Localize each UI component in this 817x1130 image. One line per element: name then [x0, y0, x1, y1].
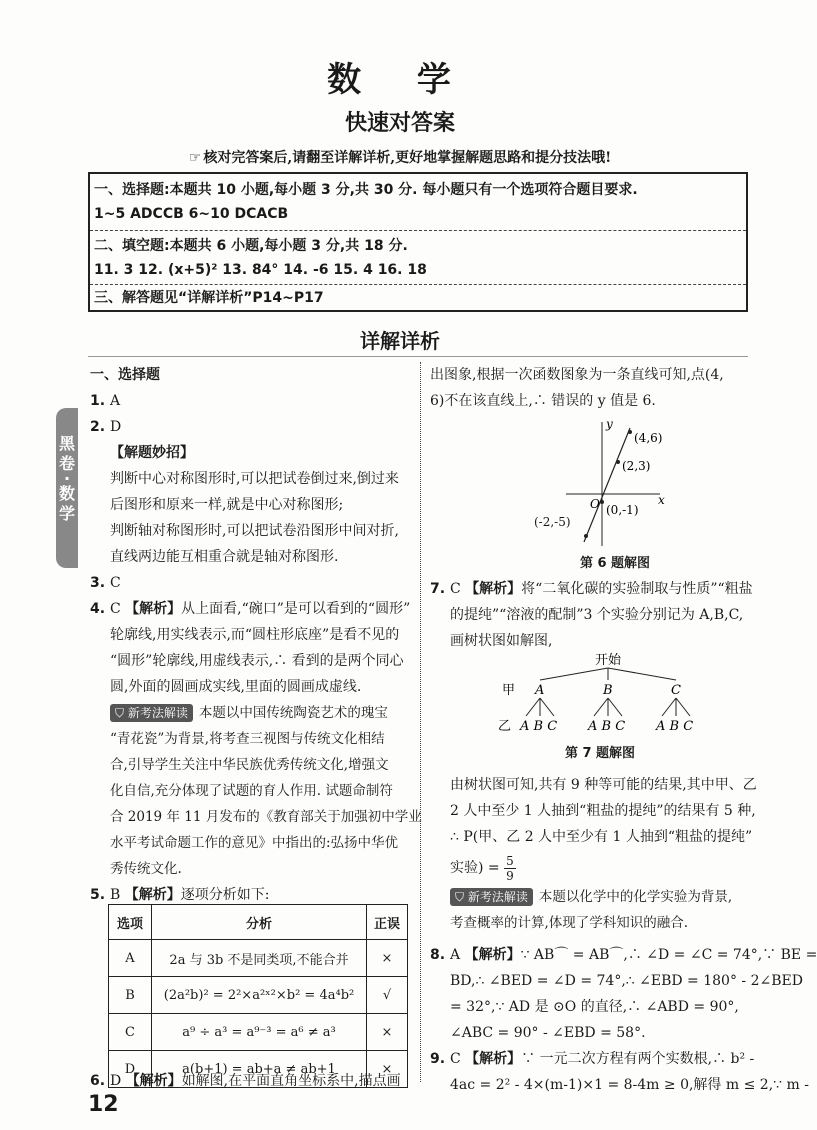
note-line: “青花瓷”为背景,将考查三视图与传统文化相结: [110, 731, 385, 747]
analysis-line: 将“二氧化碳的实验制取与性质”“粗盐: [521, 581, 753, 597]
figure-6-graph: [560, 418, 670, 548]
new-method-label: 新考法解读: [127, 706, 188, 720]
y-label: y: [606, 417, 613, 431]
tip-line: 直线两边能互相重合就是轴对称图形.: [110, 549, 339, 565]
q-number: 9.: [430, 1051, 446, 1067]
tree-level-label: 乙: [498, 719, 512, 734]
table-header: 分析: [152, 905, 367, 940]
fill-answers: 11. 3 12. (x+5)² 13. 84° 14. -6 15. 4 16. 18: [94, 262, 427, 278]
quick-answer-title: 快速对答案: [344, 111, 455, 136]
table-cell: ×: [367, 940, 408, 977]
analysis-line: = 32°,∵ AD 是 ⊙O 的直径,∴ ∠ABD = 90°,: [450, 999, 739, 1015]
figure-7-tree: [490, 650, 720, 740]
point-4-6: [628, 430, 632, 434]
q-answer: D: [110, 419, 122, 435]
table-cell: a⁹ ÷ a³ = a⁹⁻³ = a⁶ ≠ a³: [152, 1014, 367, 1051]
analysis-line: 轮廓线,用实线表示,而“圆柱形底座”是看不见的: [110, 627, 400, 643]
table-row: [109, 977, 408, 1014]
tip-text: 核对完答案后,请翻至详解详析,更好地掌握解题思路和提分技法哦!: [203, 150, 612, 166]
tree-node: B: [603, 683, 613, 698]
title-rule: [88, 356, 748, 357]
new-method-label: 新考法解读: [467, 890, 528, 904]
note-line: 秀传统文化.: [110, 861, 182, 877]
shield-icon: ⛉: [115, 706, 125, 720]
choice-heading: 一、选择题:本题共 10 小题,每小题 3 分,共 30 分. 每小题只有一个选项符合题目要求.: [94, 182, 638, 198]
q3: [90, 570, 416, 596]
x-label: x: [658, 493, 665, 507]
side-tab-char: 学: [58, 504, 75, 523]
tree-node: C: [671, 683, 681, 698]
analysis-tag: 【解析】: [125, 1073, 182, 1089]
new-method-tag: [450, 888, 533, 906]
table-row: [109, 940, 408, 977]
tip-line: 判断轴对称图形时,可以把试卷沿图形中间对折,: [110, 523, 399, 539]
analysis-tag: 【解析】: [124, 887, 181, 903]
note-line: 合,引导学生关注中华民族优秀传统文化,增强文: [110, 757, 389, 773]
analysis-line: 出图象,根据一次函数图象为一条直线可知,点(4,: [430, 367, 724, 383]
analysis-line: “圆形”轮廓线,用虚线表示,∴ 看到的是两个同心: [110, 653, 404, 669]
pointing-hand-icon: ☞: [188, 150, 202, 166]
note-line: 化自信,充分体现了试题的育人作用. 试题命制符: [110, 783, 393, 799]
fraction: [504, 854, 516, 883]
analysis-tag: 【解析】: [465, 1051, 522, 1067]
note-line: 考查概率的计算,体现了学科知识的融合.: [450, 915, 689, 931]
analysis-line: ∵ 一元二次方程有两个实数根,∴ b² -: [521, 1051, 755, 1067]
fill-heading: 二、填空题:本题共 6 小题,每小题 3 分,共 18 分.: [94, 238, 408, 254]
fraction-denominator: 9: [506, 868, 514, 883]
point-0-neg1: [600, 500, 604, 504]
column-divider: [420, 362, 421, 1082]
tree-level-label: 甲: [502, 683, 516, 698]
q-number: 5.: [90, 887, 106, 903]
analysis-tag: 【解析】: [125, 601, 182, 617]
tree-node: A: [535, 683, 545, 698]
q-answer: B: [110, 887, 121, 903]
q-number: 4.: [90, 601, 106, 617]
answer-box: [88, 172, 748, 312]
answer-section-choice: [90, 178, 746, 226]
table-cell: a(b+1) = ab+a ≠ ab+1: [152, 1051, 367, 1088]
table-header-row: [109, 905, 408, 940]
q7-new-method: [450, 884, 750, 936]
analysis-line: 6)不在该直线上,∴ 错误的 y 值是 6.: [430, 393, 656, 409]
fraction-numerator: 5: [506, 853, 514, 868]
side-tab: [56, 408, 78, 568]
table-cell: D: [109, 1051, 152, 1088]
choice-answers: 1~5 ADCCB 6~10 DCACB: [94, 206, 289, 222]
q-number: 2.: [90, 419, 106, 435]
tree-leaves: A B C: [588, 719, 626, 734]
analysis-line: 逐项分析如下:: [180, 887, 270, 903]
q2-tip: [90, 440, 416, 570]
side-tab-char: 数: [58, 484, 75, 503]
detail-title: 详解详析: [360, 329, 440, 353]
table-cell: ×: [367, 1014, 408, 1051]
new-method-tag: [110, 704, 193, 722]
q-answer: A: [110, 393, 121, 409]
page-title: 数 学: [327, 60, 473, 100]
note-line: 本题以化学中的化学实验为背景,: [538, 889, 733, 905]
analysis-line: 从上面看,“碗口”是可以看到的“圆形”: [181, 601, 411, 617]
figure-7-caption: 第 7 题解图: [564, 746, 636, 761]
q-number: 3.: [90, 575, 106, 591]
analysis-line: 如解图,在平面直角坐标系中,描点画: [181, 1073, 401, 1089]
point-2-3: [616, 460, 620, 464]
analysis-line: 4ac = 2² - 4×(m-1)×1 = 8-4m ≥ 0,解得 m ≤ 2,∵ m -: [450, 1077, 809, 1093]
table-cell: ×: [367, 1051, 408, 1088]
analysis-table: [108, 904, 408, 1088]
analysis-line: BD,∴ ∠BED = ∠D = 74°,∴ ∠EBD = 180° - 2∠BED: [450, 973, 803, 989]
side-tab-char: 黑: [58, 434, 75, 453]
figure-6-caption: 第 6 题解图: [579, 556, 651, 571]
q4: [90, 596, 416, 700]
solve-heading: 三、解答题见“详解详析”P14~P17: [94, 290, 324, 306]
point-label: (2,3): [622, 459, 651, 473]
tip-line: [0, 147, 800, 167]
q8: [430, 942, 817, 1046]
analysis-line: 画树状图如解图,: [450, 633, 553, 649]
answer-section-solve: [90, 286, 746, 310]
shield-icon: ⛉: [455, 890, 465, 904]
note-line: 合 2019 年 11 月发布的《教育部关于加强初中学业: [110, 809, 422, 825]
note-line: 水平考试命题工作的意见》中指出的:弘扬中华优: [110, 835, 399, 851]
analysis-line: 的提纯”“溶液的配制”3 个实验分别记为 A,B,C,: [450, 607, 744, 623]
function-line: [584, 428, 630, 542]
table-cell: B: [109, 977, 152, 1014]
q-answer: D: [110, 1073, 122, 1089]
q-answer: C: [110, 601, 121, 617]
analysis-line: 实验) =: [450, 860, 500, 876]
q-answer: A: [450, 947, 461, 963]
q-number: 7.: [430, 581, 446, 597]
table-cell: A: [109, 940, 152, 977]
side-tab-char: ·: [63, 469, 71, 488]
table-cell: (2a²b)² = 2²×a²ˣ²×b² = 4a⁴b²: [152, 977, 367, 1014]
tip-line: 后图形和原来一样,就是中心对称图形;: [110, 497, 344, 513]
dashed-divider: [90, 284, 746, 285]
table-header: 选项: [109, 905, 152, 940]
point-label: (0,-1): [606, 503, 639, 517]
tip-line: 判断中心对称图形时,可以把试卷倒过来,倒过来: [110, 471, 399, 487]
right-column-top: [430, 362, 750, 414]
point-neg2-neg5: [584, 534, 588, 538]
tree-root: 开始: [595, 653, 622, 668]
q2: [90, 414, 416, 440]
q7-more: [450, 772, 757, 886]
q-number: 1.: [90, 393, 106, 409]
analysis-tag: 【解析】: [464, 947, 521, 963]
table-row: [109, 1014, 408, 1051]
analysis-line: 圆,外面的圆画成实线,里面的圆画成虚线.: [110, 679, 362, 695]
tree-leaves: A B C: [520, 719, 558, 734]
q6: [90, 1068, 416, 1094]
q1: [90, 388, 416, 414]
tree-leaves: A B C: [656, 719, 694, 734]
q9: [430, 1046, 809, 1098]
dashed-divider: [90, 230, 746, 231]
side-tab-char: 卷: [58, 454, 75, 473]
analysis-line: ∠ABC = 90° - ∠EBD = 58°.: [450, 1025, 646, 1041]
tip-tag: 【解题妙招】: [110, 445, 194, 461]
analysis-line: 由树状图可知,共有 9 种等可能的结果,其中甲、乙: [450, 777, 757, 793]
table-cell: 2a 与 3b 不是同类项,不能合并: [152, 940, 367, 977]
point-label: (4,6): [634, 431, 663, 445]
note-line: 本题以中国传统陶瓷艺术的瑰宝: [198, 705, 388, 721]
q-number: 6.: [90, 1073, 106, 1089]
table-cell: √: [367, 977, 408, 1014]
page-number: 12: [88, 1092, 119, 1117]
analysis-line: ∴ P(甲、乙 2 人中至少有 1 人抽到“粗盐的提纯”: [450, 829, 753, 845]
q-answer: C: [110, 575, 121, 591]
left-column: [90, 362, 422, 908]
q4-new-method: [90, 700, 422, 882]
q-answer: C: [450, 1051, 461, 1067]
answer-section-fill: [90, 234, 746, 282]
q-number: 8.: [430, 947, 446, 963]
q-answer: C: [450, 581, 461, 597]
table-header: 正误: [367, 905, 408, 940]
origin-label: O: [590, 497, 600, 511]
analysis-line: ∵ AB⌒ = AB⌒,∴ ∠D = ∠C = 74°,∵ BE =: [520, 947, 817, 963]
table-cell: C: [109, 1014, 152, 1051]
analysis-line: 2 人中至少 1 人抽到“粗盐的提纯”的结果有 5 种,: [450, 803, 756, 819]
point-label: (-2,-5): [534, 515, 571, 529]
analysis-tag: 【解析】: [465, 581, 522, 597]
q7: [430, 576, 753, 654]
section-heading: 一、选择题: [90, 367, 160, 383]
